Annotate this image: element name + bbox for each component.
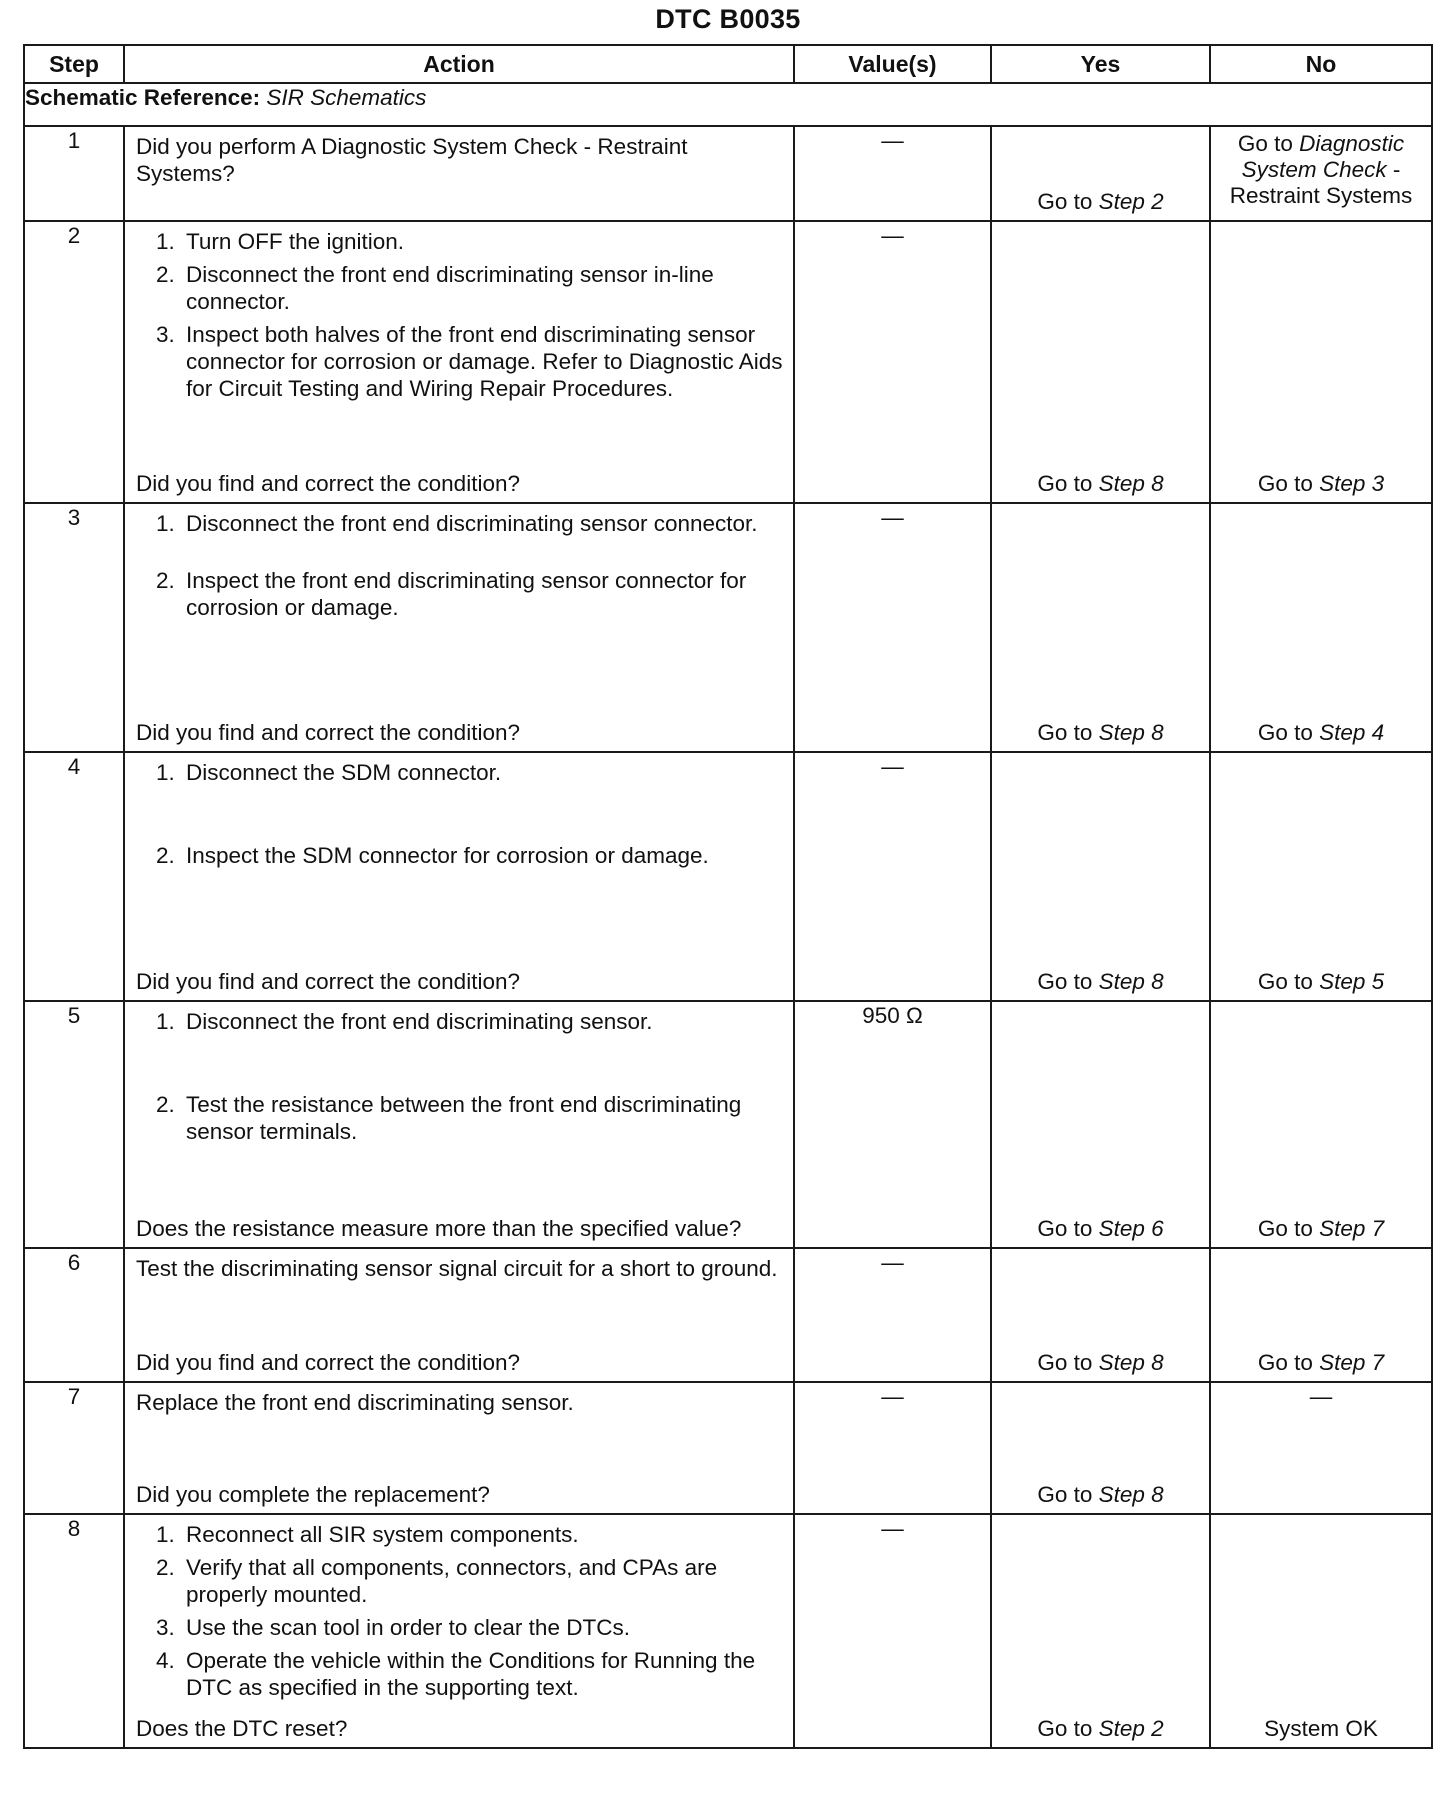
step-number: 2 (24, 221, 124, 503)
value-cell: — (794, 221, 991, 503)
action-question: Did you complete the replacement? (136, 1482, 490, 1507)
no-cell (1210, 1248, 1432, 1382)
header-yes: Yes (991, 45, 1210, 83)
schematic-reference (24, 83, 1432, 126)
value-cell: 950 Ω (794, 1001, 991, 1248)
action-cell (124, 1382, 794, 1514)
no-cell (1210, 1514, 1432, 1748)
no-cell (1210, 126, 1432, 221)
list-item: 1. Disconnect the SDM connector. (156, 760, 502, 785)
step-number: 6 (24, 1248, 124, 1382)
no-link[interactable]: Go to Step 7 (1257, 1350, 1385, 1375)
action-cell (124, 752, 794, 1001)
instruction-list (125, 504, 793, 621)
action-question: Does the resistance measure more than the specified value? (136, 1216, 742, 1241)
schematic-link[interactable]: SIR Schematics (266, 85, 427, 110)
no-link[interactable]: Go to Step 4 (1257, 720, 1385, 745)
no-link[interactable]: Go to Diagnostic System Check - Restraint Systems (1229, 131, 1413, 208)
action-question: Did you find and correct the condition? (136, 969, 520, 994)
yes-cell (991, 1514, 1210, 1748)
instruction-list (125, 222, 793, 402)
step-number: 8 (24, 1514, 124, 1748)
list-item: 1. Disconnect the front end discriminating sensor. (156, 1009, 653, 1034)
value-cell: — (794, 752, 991, 1001)
yes-cell (991, 126, 1210, 221)
page-title: DTC B0035 (655, 4, 801, 34)
action-cell (124, 1001, 794, 1248)
table-row (24, 1514, 1432, 1748)
table-row (24, 1382, 1432, 1514)
no-cell (1210, 503, 1432, 752)
instruction-list (125, 753, 793, 869)
action-cell (124, 1514, 794, 1748)
step-number: 3 (24, 503, 124, 752)
table-row (24, 503, 1432, 752)
step-number: 5 (24, 1001, 124, 1248)
list-item: 1. Reconnect all SIR system components. (156, 1522, 579, 1547)
yes-link[interactable]: Go to Step 6 (1037, 1216, 1164, 1241)
yes-link[interactable]: Go to Step 2 (1037, 189, 1164, 214)
schematic-label: Schematic Reference: (25, 85, 261, 110)
no-cell (1210, 221, 1432, 503)
table-row (24, 752, 1432, 1001)
action-question: Did you find and correct the condition? (136, 720, 520, 745)
list-item: 1. Disconnect the front end discriminating sensor connector. (156, 511, 758, 536)
table-row (24, 126, 1432, 221)
yes-cell (991, 221, 1210, 503)
table-row (24, 1001, 1432, 1248)
yes-link[interactable]: Go to Step 8 (1037, 471, 1164, 496)
list-item: 4. Operate the vehicle within the Conditions for Running the DTC as specified in the supporting text. (156, 1648, 756, 1700)
header-row (24, 45, 1432, 83)
no-result: System OK (1264, 1716, 1378, 1741)
yes-link[interactable]: Go to Step 8 (1037, 1350, 1164, 1375)
header-no: No (1210, 45, 1432, 83)
no-link[interactable]: Go to Step 3 (1257, 471, 1385, 496)
list-item: 2. Verify that all components, connectors, and CPAs are properly mounted. (156, 1555, 718, 1607)
action-text: Replace the front end discriminating sensor. (136, 1390, 574, 1415)
list-item: 2. Inspect the front end discriminating sensor connector for corrosion or damage. (156, 568, 747, 620)
action-cell (124, 221, 794, 503)
no-cell: — (1210, 1382, 1432, 1514)
yes-link[interactable]: Go to Step 2 (1037, 1716, 1164, 1741)
no-cell (1210, 1001, 1432, 1248)
list-item: 2. Inspect the SDM connector for corrosion or damage. (156, 843, 709, 868)
table-row (24, 1248, 1432, 1382)
step-number: 4 (24, 752, 124, 1001)
action-question: Did you find and correct the condition? (136, 1350, 520, 1375)
value-cell: — (794, 126, 991, 221)
header-action: Action (124, 45, 794, 83)
action-cell (124, 1248, 794, 1382)
list-item: 2. Test the resistance between the front end discriminating sensor terminals. (156, 1092, 742, 1144)
yes-cell (991, 1248, 1210, 1382)
value-cell: — (794, 1248, 991, 1382)
yes-link[interactable]: Go to Step 8 (1037, 969, 1164, 994)
action-cell (124, 126, 794, 221)
step-number: 1 (24, 126, 124, 221)
dtc-table (23, 44, 1433, 1749)
table-row (24, 221, 1432, 503)
no-cell (1210, 752, 1432, 1001)
list-item: 1. Turn OFF the ignition. (156, 229, 405, 254)
list-item: 2. Disconnect the front end discriminating sensor in-line connector. (156, 262, 714, 314)
no-link[interactable]: Go to Step 5 (1257, 969, 1385, 994)
yes-cell (991, 752, 1210, 1001)
action-cell (124, 503, 794, 752)
header-values: Value(s) (794, 45, 991, 83)
action-text: Test the discriminating sensor signal circuit for a short to ground. (136, 1256, 778, 1281)
value-cell: — (794, 503, 991, 752)
yes-cell (991, 1001, 1210, 1248)
schematic-reference-row (24, 83, 1432, 126)
action-question: Does the DTC reset? (136, 1716, 348, 1741)
yes-cell (991, 1382, 1210, 1514)
action-question: Did you find and correct the condition? (136, 471, 520, 496)
action-text: Did you perform A Diagnostic System Check - Restraint Systems? (136, 134, 688, 186)
yes-link[interactable]: Go to Step 8 (1037, 720, 1164, 745)
instruction-list (125, 1515, 793, 1701)
yes-cell (991, 503, 1210, 752)
list-item: 3. Inspect both halves of the front end discriminating sensor connector for corrosion or damage. Refer to Diagnostic Aids for Circuit Testing and Wiring Repair Procedures. (156, 322, 783, 401)
step-number: 7 (24, 1382, 124, 1514)
instruction-list (125, 1002, 793, 1145)
value-cell: — (794, 1514, 991, 1748)
value-cell: — (794, 1382, 991, 1514)
header-step: Step (24, 45, 124, 83)
no-link[interactable]: Go to Step 7 (1257, 1216, 1385, 1241)
list-item: 3. Use the scan tool in order to clear the DTCs. (156, 1615, 630, 1640)
yes-link[interactable]: Go to Step 8 (1037, 1482, 1164, 1507)
